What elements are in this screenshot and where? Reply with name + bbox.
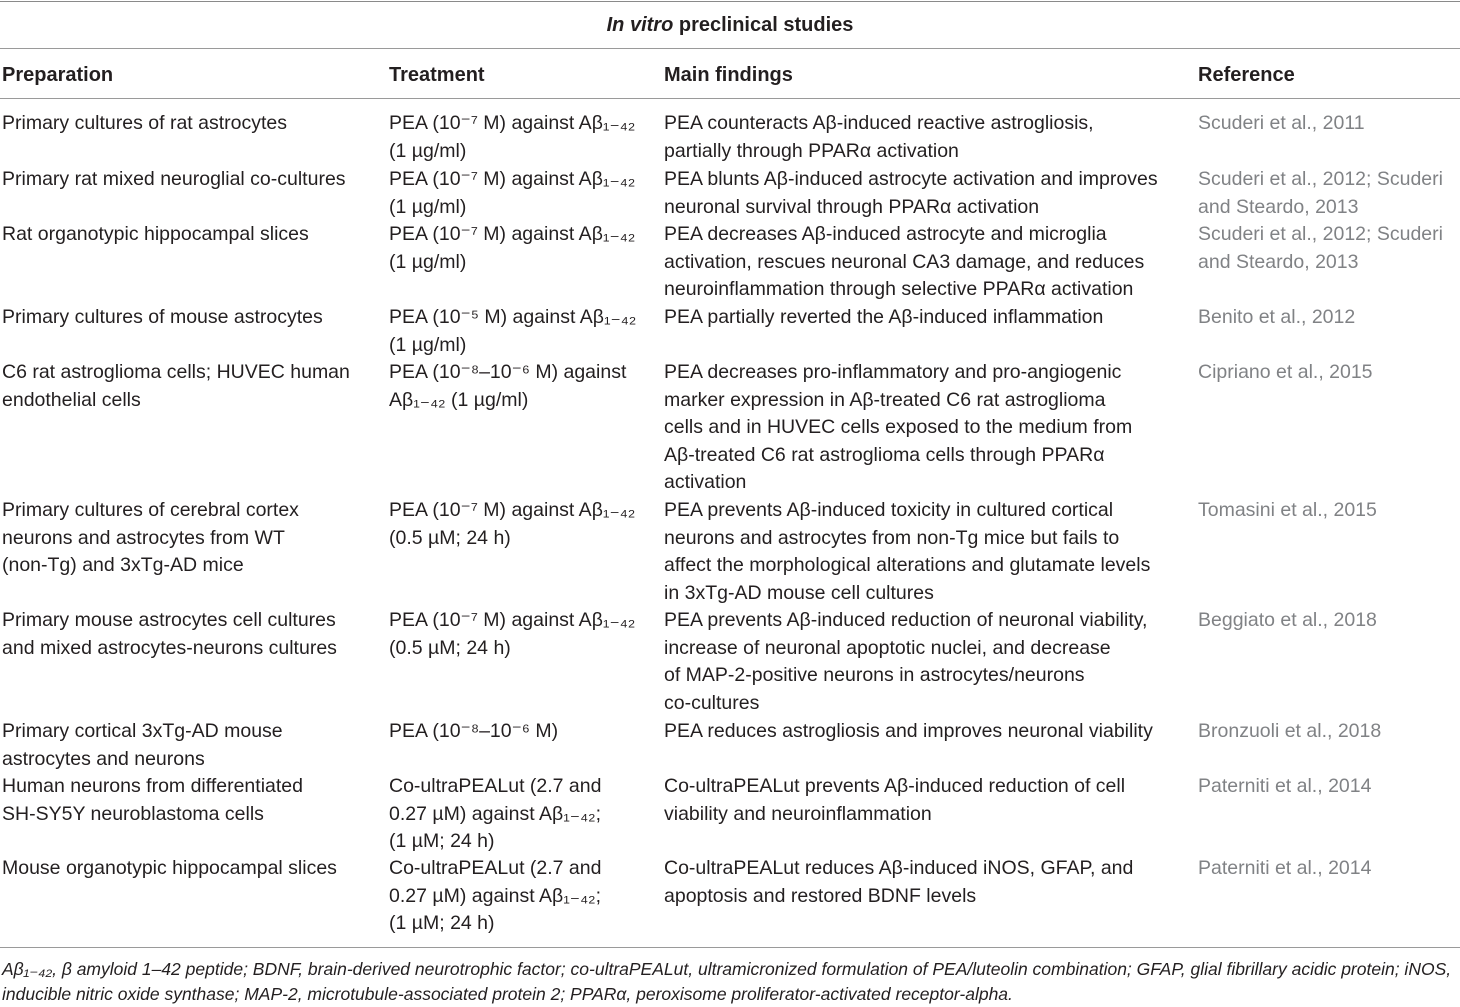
- cell-treatment: PEA (10⁻⁵ M) against Aβ₁₋₄₂ (1 µg/ml): [389, 306, 637, 356]
- cell-findings: PEA counteracts Aβ-induced reactive astrogliosis, partially through PPARα activation: [664, 112, 1094, 162]
- cell-reference: Cipriano et al., 2015: [1198, 361, 1373, 383]
- header-findings: Main findings: [664, 64, 793, 86]
- header-reference: Reference: [1198, 64, 1295, 86]
- cell-reference: Bronzuoli et al., 2018: [1198, 720, 1382, 742]
- table-caption: [0, 11, 1460, 39]
- cell-reference: Scuderi et al., 2011: [1198, 112, 1365, 134]
- table-top-rule: [0, 1, 1460, 2]
- cell-preparation: Primary cultures of cerebral cortex neurons and astrocytes from WT (non-Tg) and 3xTg-AD mice: [2, 499, 299, 576]
- cell-findings: Co-ultraPEALut reduces Aβ-induced iNOS, GFAP, and apoptosis and restored BDNF levels: [664, 857, 1134, 907]
- cell-preparation: Rat organotypic hippocampal slices: [2, 223, 309, 245]
- cell-treatment: Co-ultraPEALut (2.7 and 0.27 µM) against Aβ₁₋₄₂; (1 µM; 24 h): [389, 775, 602, 852]
- cell-reference: Beggiato et al., 2018: [1198, 609, 1377, 631]
- caption-rest: preclinical studies: [673, 14, 854, 36]
- cell-preparation: Primary rat mixed neuroglial co-cultures: [2, 168, 346, 190]
- cell-preparation: Primary cultures of rat astrocytes: [2, 112, 287, 134]
- cell-treatment: PEA (10⁻⁸–10⁻⁶ M): [389, 720, 559, 742]
- cell-treatment: PEA (10⁻⁷ M) against Aβ₁₋₄₂ (1 µg/ml): [389, 223, 636, 273]
- cell-preparation: Human neurons from differentiated SH-SY5Y neuroblastoma cells: [2, 775, 303, 825]
- cell-reference: Scuderi et al., 2012; Scuderi and Steardo, 2013: [1198, 223, 1443, 273]
- cell-findings: PEA decreases pro-inflammatory and pro-angiogenic marker expression in Aβ-treated C6 rat astroglioma cells and in HUVEC cells exposed to the medium from Aβ-treated C6 rat astroglioma cells through PPARα activation: [664, 361, 1133, 493]
- cell-treatment: PEA (10⁻⁷ M) against Aβ₁₋₄₂ (0.5 µM; 24 h): [389, 499, 636, 549]
- cell-treatment: PEA (10⁻⁷ M) against Aβ₁₋₄₂ (1 µg/ml): [389, 168, 636, 218]
- cell-reference: Benito et al., 2012: [1198, 306, 1356, 328]
- cell-preparation: C6 rat astroglioma cells; HUVEC human endothelial cells: [2, 361, 350, 411]
- cell-treatment: Co-ultraPEALut (2.7 and 0.27 µM) against Aβ₁₋₄₂; (1 µM; 24 h): [389, 857, 602, 934]
- cell-treatment: PEA (10⁻⁸–10⁻⁶ M) against Aβ₁₋₄₂ (1 µg/ml): [389, 361, 627, 411]
- cell-preparation: Mouse organotypic hippocampal slices: [2, 857, 337, 879]
- cell-reference: Scuderi et al., 2012; Scuderi and Steardo, 2013: [1198, 168, 1443, 218]
- cell-reference: Tomasini et al., 2015: [1198, 499, 1377, 521]
- cell-preparation: Primary cortical 3xTg-AD mouse astrocytes and neurons: [2, 720, 283, 770]
- bottom-rule: [0, 947, 1460, 948]
- caption-italic: In vitro: [606, 14, 674, 36]
- cell-findings: Co-ultraPEALut prevents Aβ-induced reduction of cell viability and neuroinflammation: [664, 775, 1126, 825]
- cell-treatment: PEA (10⁻⁷ M) against Aβ₁₋₄₂ (0.5 µM; 24 h): [389, 609, 636, 659]
- cell-treatment: PEA (10⁻⁷ M) against Aβ₁₋₄₂ (1 µg/ml): [389, 112, 636, 162]
- cell-preparation: Primary cultures of mouse astrocytes: [2, 306, 323, 328]
- cell-reference: Paterniti et al., 2014: [1198, 775, 1372, 797]
- cell-findings: PEA partially reverted the Aβ-induced inflammation: [664, 306, 1104, 328]
- cell-findings: PEA decreases Aβ-induced astrocyte and microglia activation, rescues neuronal CA3 damage, and reduces neuroinflammation through selective PPARα activation: [664, 223, 1145, 300]
- cell-findings: PEA blunts Aβ-induced astrocyte activation and improves neuronal survival through PPARα activation: [664, 168, 1158, 218]
- cell-findings: PEA reduces astrogliosis and improves neuronal viability: [664, 720, 1153, 742]
- cell-findings: PEA prevents Aβ-induced reduction of neuronal viability, increase of neuronal apoptotic nuclei, and decrease of MAP-2-positive neurons in astrocytes/neurons co-cultures: [664, 609, 1148, 714]
- header-preparation: Preparation: [2, 64, 114, 86]
- cell-findings: PEA prevents Aβ-induced toxicity in cultured cortical neurons and astrocytes from non-Tg mice but fails to affect the morphological alterations and glutamate levels in 3xTg-AD mouse cell cultures: [664, 499, 1151, 604]
- cell-reference: Paterniti et al., 2014: [1198, 857, 1372, 879]
- table-footnote: Aβ₁₋₄₂, β amyloid 1–42 peptide; BDNF, brain-derived neurotrophic factor; co-ultraPEALut, ultramicronized formulation of PEA/luteolin combination; GFAP, glial fibrillary acidic protein; iNOS, inducible nitric oxide synthase; MAP-2, microtubule-associated protein 2; PPARα, peroxisome proliferator-activated receptor-alpha.: [2, 959, 1452, 1004]
- header-rule: [0, 98, 1460, 99]
- caption-rule: [0, 48, 1460, 49]
- cell-preparation: Primary mouse astrocytes cell cultures and mixed astrocytes-neurons cultures: [2, 609, 337, 659]
- header-treatment: Treatment: [389, 64, 485, 86]
